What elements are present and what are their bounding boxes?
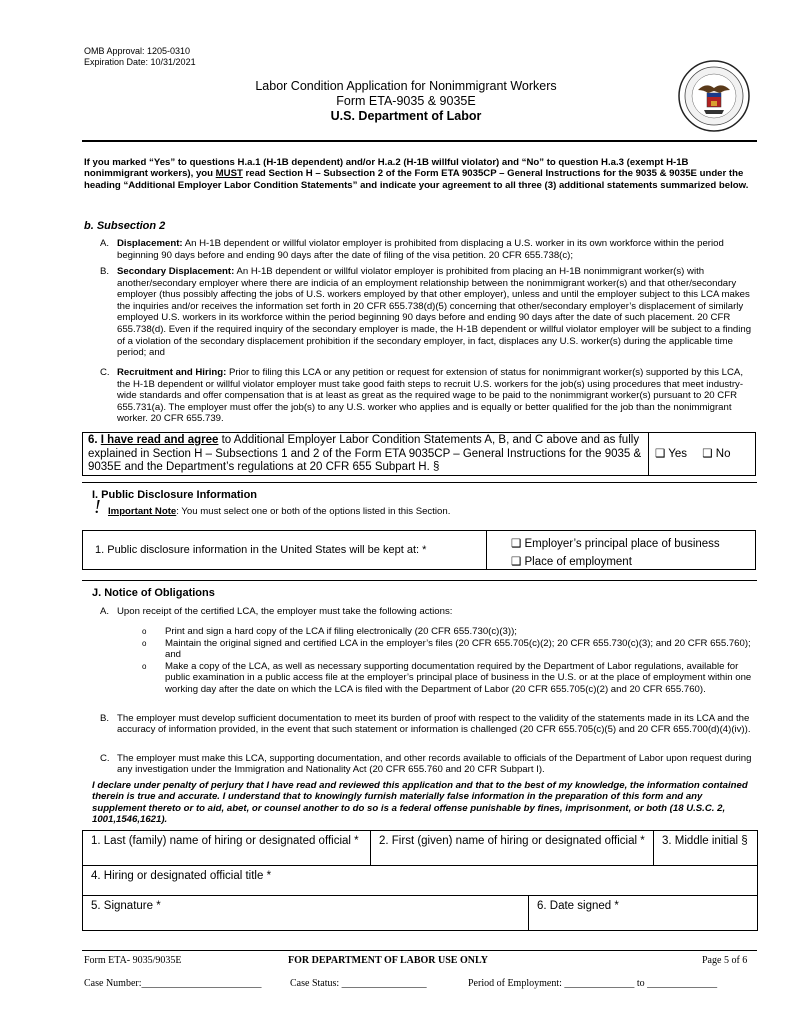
- footer-divider: [82, 950, 757, 951]
- must-emphasis: MUST: [215, 168, 243, 180]
- date-signed-field[interactable]: 6. Date signed *: [528, 895, 758, 931]
- obligation-bullet-1: o Print and sign a hard copy of the LCA if filing electronically (20 CFR 655.730(c)(3));: [142, 626, 517, 637]
- dol-seal-icon: [678, 60, 750, 132]
- question-6-divider: [648, 433, 649, 475]
- principal-place-checkbox[interactable]: ❑ Employer’s principal place of business: [511, 538, 720, 550]
- obligation-bullet-2: o Maintain the original signed and certified LCA in the employer’s files (20 CFR 655.705(c)(2); 20 CFR 655.730(c)(3); and 20 CFR 655.760); and: [142, 638, 751, 661]
- case-number-field: Case Number:________________________: [84, 978, 262, 989]
- intro-instructions: If you marked “Yes” to questions H.a.1 (H-1B dependent) and/or H.a.2 (H-1B willful violator) and “No” to question H.a.3 (exempt H-1B nonimmigrant workers), you MUST read Section H – Subsection 2 of the Form ETA 9035CP – General Instructions for the 9035 & 9035E under the heading “Additional Employer Labor Condition Statements” and indicate your agreement to all three (3) additional statements summarized below.: [84, 157, 749, 191]
- statement-c: C. Recruitment and Hiring: Prior to filing this LCA or any petition or request for extension of status for nonimmigrant worker(s) supported by this LCA, the H-1B dependent or willful violator employer must take good faith steps to recruit U.S. workers for the job(s) using procedures that meet industry-wide standards and offer compensation that is at least as great as the required wage to be paid to the nonimmigrant worker(s) pursuant to 20 CFR 655.731(a). The employer must offer the job(s) to any U.S. worker who applies and is equally or better qualified for the job than the nonimmigrant worker. 20 CFR 655.739.: [100, 367, 744, 425]
- case-status-field: Case Status: _________________: [290, 978, 427, 989]
- bullet-icon: o: [142, 639, 147, 648]
- first-name-field[interactable]: 2. First (given) name of hiring or designated official *: [370, 830, 654, 866]
- statement-a: A. Displacement: An H-1B dependent or willful violator employer is prohibited from displacing a U.S. worker in its own workforce within the period beginning 90 days before and ending 90 days after the date of filing of the visa petition. 20 CFR 655.738(c);: [100, 238, 724, 261]
- place-of-employment-checkbox[interactable]: ❑ Place of employment: [511, 556, 632, 568]
- bullet-icon: o: [142, 662, 147, 671]
- exclamation-icon: !: [94, 496, 101, 518]
- omb-approval: OMB Approval: 1205-0310: [84, 46, 191, 56]
- signature-field[interactable]: 5. Signature *: [82, 895, 529, 931]
- public-disclosure-box: [82, 530, 756, 570]
- question-6-box: [82, 432, 756, 476]
- statement-b: B. Secondary Displacement: An H-1B dependent or willful violator employer is prohibited from placing an H-1B nonimmigrant worker(s) with another/secondary employer where there are indicia of an employment relationship between the nonimmigrant worker(s) and that other/secondary employer (thus possibly affecting the jobs of U.S. workers employed by that other employer), unless and until the employer subject to this LCA makes the inquiries and/or receives the information set forth in 20 CFR 655.738(d)(5) concerning that other/secondary employer’s displacement of similarly employed U.S. workers in its workforce within the period beginning 90 days before and ending 90 days after the date of such placement. 20 CFR 655.738(d). Even if the required inquiry of the secondary employer is made, the H-1B dependent or willful violator employer will be subject to a finding of a violation of the secondary displacement prohibition if the secondary employer, in fact, displaces any U.S. worker(s) during the applicable time period; and: [100, 266, 752, 359]
- header-divider: [82, 140, 757, 142]
- obligation-c: C. The employer must make this LCA, supporting documentation, and other records available to officials of the Department of Labor upon request during any investigation under the Immigration and Nationality Act (20 CFR 655.760 and 20 CFR Subpart I).: [100, 753, 752, 776]
- q6-yes-checkbox[interactable]: ❑ Yes: [655, 448, 688, 460]
- perjury-declaration: I declare under penalty of perjury that I have read and reviewed this application and that to the best of my knowledge, the information contained therein is true and accurate. I understand that to knowingly furnish materially false information in the preparation of this form and any supplement thereto or to aid, abet, or counsel another to do so is a federal offense punishable by fines, imprisonment, or both (18 U.S.C. 2, 1001,1546,1621).: [92, 780, 748, 826]
- section-i-title: I. Public Disclosure Information: [92, 489, 258, 501]
- official-title-field[interactable]: 4. Hiring or designated official title *: [82, 865, 758, 896]
- form-header: [200, 79, 612, 124]
- bullet-icon: o: [142, 627, 147, 636]
- obligation-b: B. The employer must develop sufficient documentation to meet its burden of proof with respect to the validity of the statements made in its LCA and the accuracy of information provided, in the event that such statement or information is challenged (20 CFR 655.705(c)(5) and 20 CFR 655.700(d)(4)(iv)).: [100, 713, 751, 736]
- question-6-text: 6. I have read and agree to Additional Employer Labor Condition Statements A, B, and C above and as fully explained in Section H – Subsections 1 and 2 of the Form ETA 9035CP – General Instructions for the 9035 & 9035E and the Department’s regulations at 20 CFR 655 Subpart H. §: [88, 434, 642, 474]
- header-title: Labor Condition Application for Nonimmigrant Workers: [255, 79, 557, 93]
- footer-page-number: Page 5 of 6: [702, 955, 748, 966]
- q6-no-checkbox[interactable]: ❑ No: [702, 448, 731, 460]
- period-of-employment-field: Period of Employment: ______________ to ______________: [468, 978, 718, 989]
- header-form-number: Form ETA-9035 & 9035E: [336, 94, 476, 108]
- omb-expiration: Expiration Date: 10/31/2021: [84, 57, 196, 67]
- obligation-a: A. Upon receipt of the certified LCA, the employer must take the following actions:: [100, 606, 453, 617]
- subsection-title: b. Subsection 2: [84, 220, 166, 232]
- header-agency: U.S. Department of Labor: [330, 109, 482, 123]
- public-disclosure-question: 1. Public disclosure information in the United States will be kept at: *: [95, 544, 427, 556]
- obligation-bullet-3: o Make a copy of the LCA, as well as necessary supporting documentation required by the Department of Labor regulations, available for public examination in a public access file at the employer’s principal place of business in the U.S. or at the place of employment within one working day after the date on which the LCA is filed with the Department of Labor (20 CFR 655.705(c)(2) and 20 CFR 655.760).: [142, 661, 752, 695]
- footer-form-id: Form ETA- 9035/9035E: [84, 955, 182, 966]
- section-j-divider: [82, 580, 757, 581]
- public-disclosure-divider: [486, 531, 487, 569]
- section-i-divider: [82, 482, 757, 483]
- last-name-field[interactable]: 1. Last (family) name of hiring or designated official *: [82, 830, 371, 866]
- footer-dol-use-only: FOR DEPARTMENT OF LABOR USE ONLY: [288, 955, 488, 966]
- middle-initial-field[interactable]: 3. Middle initial §: [653, 830, 758, 866]
- section-j-title: J. Notice of Obligations: [92, 587, 215, 599]
- omb-info: [84, 46, 196, 68]
- question-6-options: [655, 446, 742, 460]
